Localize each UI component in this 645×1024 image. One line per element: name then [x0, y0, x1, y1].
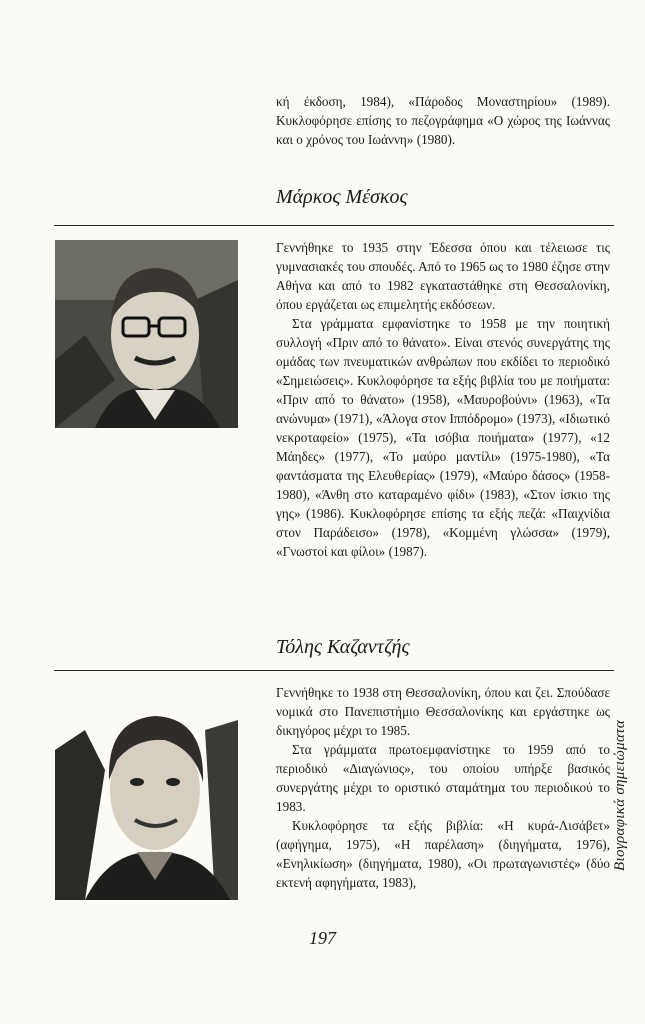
bio-meskos	[276, 238, 610, 561]
intro-paragraph: κή έκδοση, 1984), «Πάροδος Μοναστηρίου» (1989). Κυκλοφόρησε επίσης το πεζογράφημα «Ο χώρος της Ιωάννας και ο χρόνος του Ιωάννη» (1980).	[276, 94, 610, 147]
author-name-kazantzis: Τόλης Καζαντζής	[276, 636, 410, 658]
bio-paragraph: Στα γράμματα εμφανίστηκε το 1958 με την ποιητική συλλογή «Πριν από το θάνατο». Είναι στενός συνεργάτης της ομάδας των πνευματικών ανθρώπων που εκδίδει το περιοδικό «Σημειώσεις». Κυκλοφόρησε τα εξής βιβλία του με ποιήματα: «Πριν από το θάνατο» (1958), «Μαυροβούνι» (1963), «Τα ανώνυμα» (1971), «Άλογα στον Ιππόδρομο» (1973), «Ιδιωτικό νεκροταφείο» (1975), «Τα ισόβια ποιήματα» (1977), «12 Μάηδες» (1977), «Το μαύρο μαντίλι» (1975-1980), «Τα φαντάσματα της Ελευθερίας» (1979), «Μαύρο δάσος» (1958-1980), «Άνθη στο καταραμένο φίδι» (1983), «Στον ίσκιο της γης» (1986). Κυκλοφόρησε επίσης τα εξής πεζά: «Παιχνίδια στον Παράδεισο» (1978), «Κομμένη γλώσσα» (1979), «Γνωστοί και φίλοι» (1987).	[276, 316, 610, 559]
bio-paragraph: Γεννήθηκε το 1938 στη Θεσσαλονίκη, όπου και ζει. Σπούδασε νομικά στο Πανεπιστήμιο Θεσσαλονίκης και εργάστηκε ως δικηγόρος μέχρι το 1985.	[276, 685, 610, 738]
bio-paragraph: Γεννήθηκε το 1935 στην Έδεσσα όπου και τέλειωσε τις γυμνασιακές του σπουδές. Από το 1965 ως το 1980 έζησε στην Αθήνα και από το 1982 εγκαταστάθηκε στη Θεσσαλονίκη, όπου εργάζεται ως επιμελητής εκδόσεων.	[276, 240, 610, 312]
author-photo-kazantzis	[55, 690, 238, 900]
author-name-meskos: Μάρκος Μέσκος	[276, 186, 408, 208]
section-divider	[54, 670, 614, 671]
section-divider	[54, 225, 614, 226]
running-section-label: Βιογραφικά σημειώματα	[612, 720, 628, 871]
bio-paragraph: Στα γράμματα πρωτοεμφανίστηκε το 1959 από το περιοδικό «Διαγώνιος», του οποίου υπήρξε βασικός συνεργάτης μέχρι το οριστικό σταμάτημα του περιοδικού το 1983.	[276, 742, 610, 814]
author-photo-meskos	[55, 240, 238, 428]
page-number: 197	[309, 928, 336, 948]
bio-kazantzis	[276, 683, 610, 892]
bio-paragraph: Κυκλοφόρησε τα εξής βιβλία: «Η κυρά-Λισάβετ» (αφήγημα, 1975), «Η παρέλαση» (διηγήματα, 1976), «Ενηλικίωση» (διηγήματα, 1980), «Οι πρωταγωνιστές» (δύο εκτενή αφηγήματα, 1983),	[276, 818, 610, 890]
